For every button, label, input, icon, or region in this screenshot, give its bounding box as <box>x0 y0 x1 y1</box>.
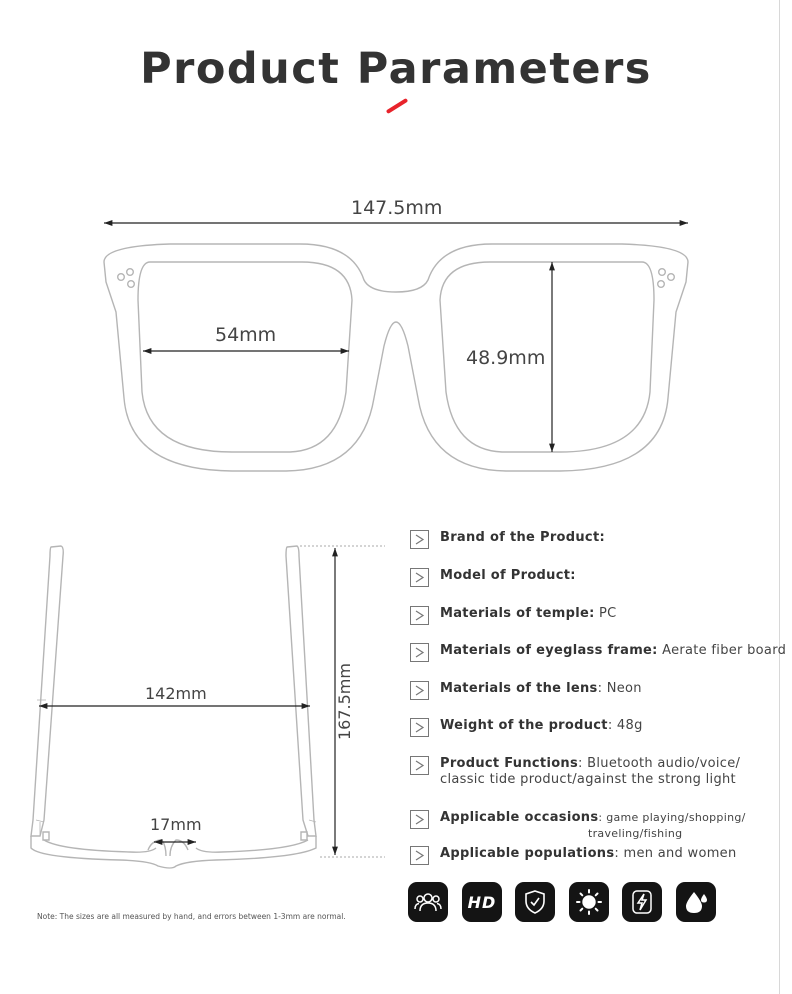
param-value: : Bluetooth audio/voice/ <box>578 756 741 771</box>
param-label: Model of Product: <box>440 568 576 583</box>
param-value-line2: traveling/fishing <box>588 827 683 840</box>
param-value: PC <box>594 606 617 621</box>
water-drop-icon <box>676 882 716 922</box>
param-temple-material <box>410 606 617 625</box>
param-label: Applicable occasions <box>440 810 599 825</box>
chevron-right-icon <box>410 846 429 865</box>
hd-label: HD <box>467 892 497 912</box>
param-lens-material <box>410 681 642 700</box>
temple-span-label: 142mm <box>145 684 207 703</box>
param-value-line2: classic tide product/against the strong light <box>440 772 736 787</box>
users-icon <box>408 882 448 922</box>
param-occasions <box>410 810 746 842</box>
param-label: Brand of the Product: <box>440 530 605 545</box>
lens-height-label: 48.9mm <box>466 347 546 369</box>
hd-icon <box>462 882 502 922</box>
lightning-icon <box>622 882 662 922</box>
param-label: Materials of eyeglass frame: <box>440 643 658 658</box>
measurement-note: Note: The sizes are all measured by hand, and errors between 1-3mm are normal. <box>37 912 346 921</box>
param-functions <box>410 756 740 788</box>
param-value: : game playing/shopping/ <box>598 811 746 824</box>
param-label: Weight of the product <box>440 718 608 733</box>
temple-length-label: 167.5mm <box>334 663 354 740</box>
chevron-right-icon <box>410 718 429 737</box>
page-title: Product Parameters <box>140 44 652 94</box>
sun-icon <box>569 882 609 922</box>
param-label: Materials of temple: <box>440 606 595 621</box>
param-populations <box>410 846 737 865</box>
chevron-right-icon <box>410 810 429 829</box>
param-label: Product Functions <box>440 756 579 771</box>
chevron-right-icon <box>410 643 429 662</box>
chevron-right-icon <box>410 756 429 775</box>
param-value: : 48g <box>607 718 643 733</box>
param-value: Aerate fiber board <box>657 643 787 658</box>
chevron-right-icon <box>410 606 429 625</box>
param-label: Applicable populations <box>440 846 615 861</box>
param-model <box>410 568 576 587</box>
lens-width-label: 54mm <box>215 324 277 346</box>
shield-check-icon <box>515 882 555 922</box>
param-value: : Neon <box>597 681 642 696</box>
bridge-label: 17mm <box>150 815 202 834</box>
param-frame-material <box>410 643 786 662</box>
chevron-right-icon <box>410 530 429 549</box>
total-width-label: 147.5mm <box>351 197 443 219</box>
chevron-right-icon <box>410 568 429 587</box>
param-weight <box>410 718 643 737</box>
front-view-frame <box>104 244 688 471</box>
param-label: Materials of the lens <box>440 681 598 696</box>
chevron-right-icon <box>410 681 429 700</box>
param-value: : men and women <box>614 846 737 861</box>
param-brand <box>410 530 605 549</box>
